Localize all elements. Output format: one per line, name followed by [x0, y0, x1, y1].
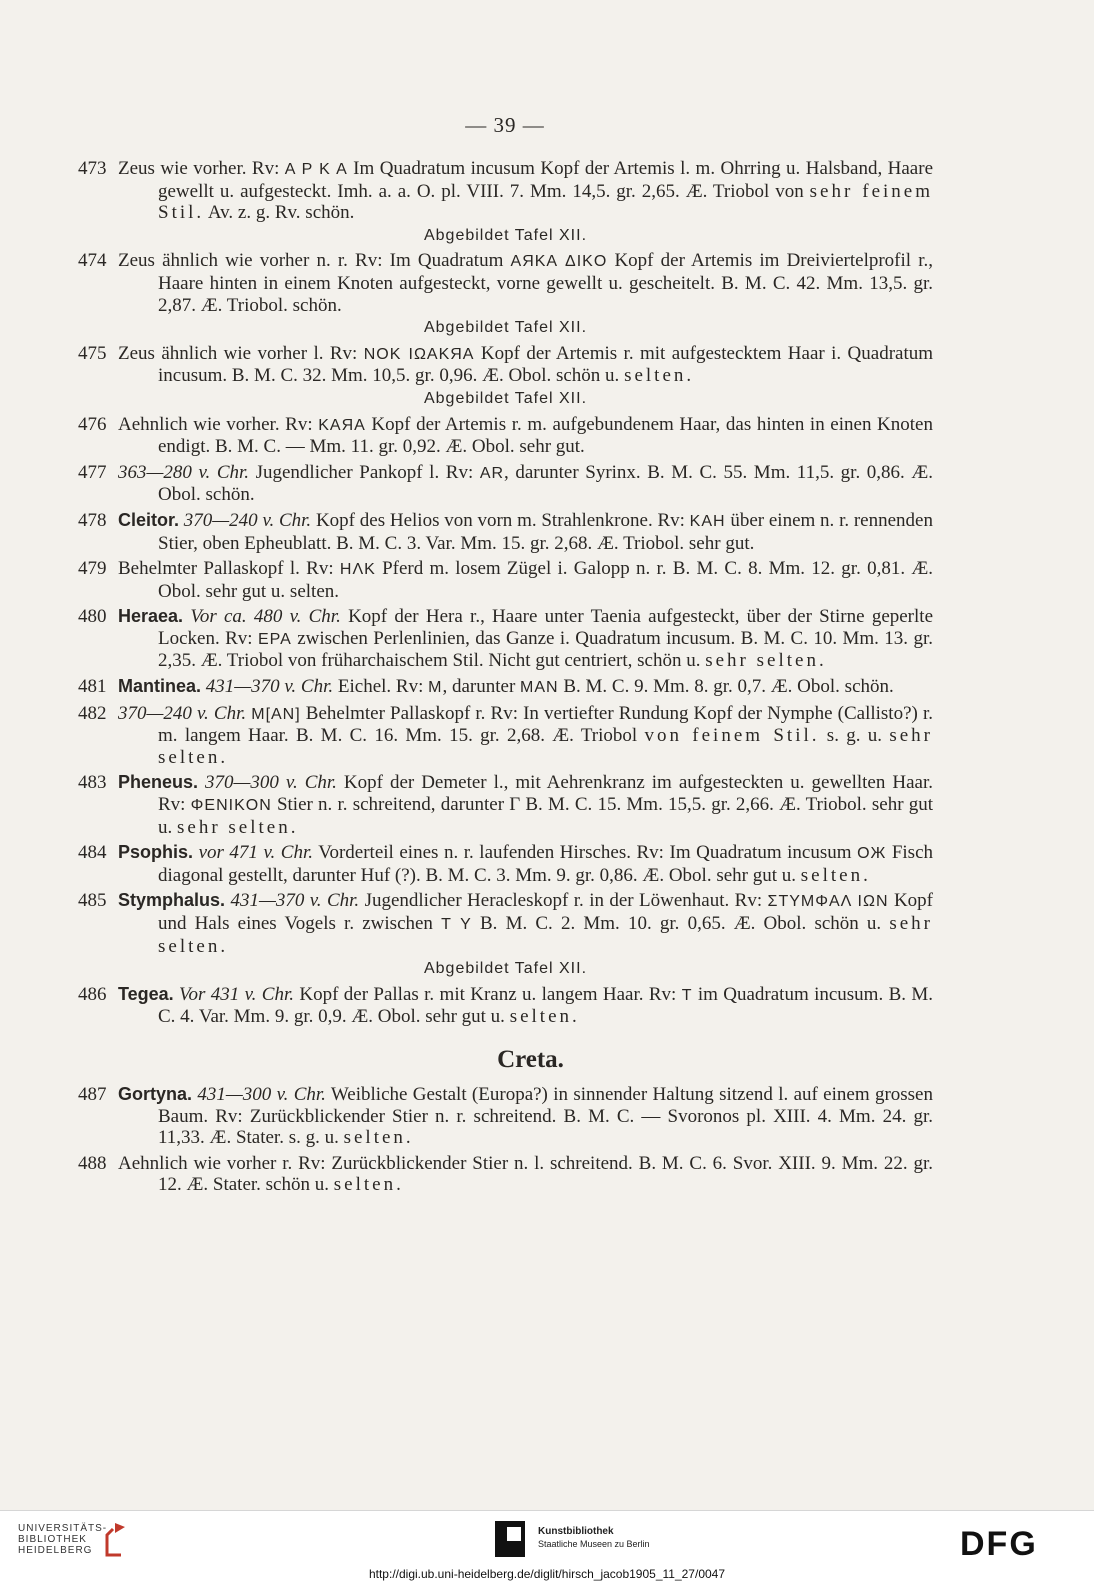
entry-text [118, 984, 933, 1028]
entry-number: 487 [78, 1083, 107, 1105]
kunstbibliothek-label[interactable] [538, 1525, 650, 1550]
entry-text-part: B. M. C. 9. Mm. 8. gr. 0,7. Æ. Obol. schön. [558, 676, 894, 698]
entry-text [118, 1084, 933, 1148]
entry-text-part: Kopf der Pallas r. mit Kranz u. langem Haar. Rv: [294, 983, 682, 1005]
plate-reference: Abgebildet Tafel XII. [423, 960, 588, 978]
entry-text-part: M[AN] [251, 705, 301, 723]
entry-text-part: 363—280 v. Chr. [118, 461, 250, 483]
entry-text-part: OЖ [857, 845, 887, 863]
entry-text-part: Kopf der Artemis im Dreiviertelprofil r., Haare hinten in einem Knoten aufgesteckt, vorne gewellt u. gescheitelt. B. M. C. 42. Mm. 13,5. gr. 2,87. Æ. Triobol. schön. [158, 250, 933, 316]
entry-text-part: Psophis. [118, 842, 194, 863]
catalog-entry [78, 606, 933, 672]
entry-text [118, 414, 933, 458]
entry-text-part: 431—300 v. Chr. [197, 1083, 326, 1105]
entry-text-part: sehr selten. [177, 816, 299, 838]
entry-number: 477 [78, 461, 107, 483]
entry-text-part [198, 772, 205, 793]
entry-text-part: über einem n. r. rennenden Stier, oben Epheublatt. B. M. C. 3. Var. Mm. 15. gr. 2,68. Æ. Triobol. sehr gut. [158, 509, 933, 554]
entry-text-part: Zeus ähnlich wie vorher l. Rv: [118, 342, 364, 364]
university-library-logo-icon[interactable] [95, 1519, 131, 1559]
entry-text-part: sehr selten. [158, 725, 933, 768]
catalog-entry [78, 343, 933, 410]
catalog-entry [78, 250, 933, 338]
entry-text-part: selten. [333, 1174, 404, 1196]
entry-text-part: , darunter [442, 676, 521, 698]
entry-number: 476 [78, 413, 107, 435]
entry-text-part: selten. [800, 864, 871, 886]
entry-text-part: selten. [343, 1127, 414, 1149]
entry-text-part: Tegea. [118, 983, 174, 1004]
entry-text [118, 703, 933, 768]
entry-text-part: Gortyna. [118, 1083, 193, 1104]
entry-text-part: Vorderteil eines n. r. laufenden Hirsches. Rv: Im Quadratum incusum [313, 842, 858, 864]
catalog-entry [78, 890, 933, 979]
page-number: — 39 — [465, 113, 545, 137]
entry-text-part: Mantinea. [118, 676, 202, 697]
catalog-entries [78, 158, 933, 1200]
entry-text-part: s. g. u. [819, 725, 890, 747]
entry-number: 482 [78, 702, 107, 724]
entry-text-part: Fisch diagonal gestellt, darunter Huf (?). B. M. C. 3. Mm. 9. gr. 0,86. Æ. Obol. sehr gut u. [158, 842, 934, 886]
catalog-entry [78, 676, 933, 699]
section-title: Creta. [497, 1045, 564, 1073]
entry-text-part: KAH [689, 512, 726, 530]
catalog-entry [78, 772, 933, 838]
entry-number: 486 [78, 983, 107, 1005]
entry-number: 488 [78, 1152, 107, 1174]
entry-text-part: Stier n. r. schreitend, darunter Γ B. M. C. 15. Mm. 15,5. gr. 2,66. Æ. Triobol. sehr gut u. [158, 794, 934, 838]
entry-text [118, 158, 933, 223]
entry-text-part: Kopf der Hera r., Haare unter Taenia aufgesteckt, über der Stirne geperlte Locken. Rv: [158, 606, 933, 649]
catalog-entry [78, 510, 933, 554]
ub-line-1: UNIVERSITÄTS- [18, 1523, 108, 1534]
entry-text-part: Aehnlich wie vorher. Rv: [118, 413, 319, 435]
kb-subtitle: Staatliche Museen zu Berlin [538, 1539, 650, 1549]
entry-text-part: 370—300 v. Chr. [205, 772, 337, 794]
kunstbibliothek-logo-icon[interactable] [495, 1521, 525, 1557]
entry-text-part: Jugendlicher Pankopf l. Rv: [249, 461, 480, 483]
plate-reference: Abgebildet Tafel XII. [423, 226, 588, 244]
entry-text-part: 431—370 v. Chr. [205, 676, 334, 698]
entry-text-part: MAN [520, 679, 559, 697]
entry-text-part: Kopf der Artemis r. mit aufgestecktem Haar i. Quadratum incusum. B. M. C. 32. Mm. 10,5. gr. 0,96. Æ. Obol. schön u. [158, 342, 934, 387]
entry-text-part: Behelmter Pallaskopf r. Rv: In vertiefter Rundung Kopf der Nymphe (Callisto?) r. m. langem Haar. B. M. C. 16. Mm. 15. gr. 2,68. Æ. Triobol [158, 702, 933, 747]
entry-text-part: AЯKA ΔIKO [510, 253, 608, 271]
plate-reference: Abgebildet Tafel XII. [423, 319, 588, 337]
entry-text-part: T [681, 986, 693, 1004]
entry-text-part: sehr selten. [705, 650, 827, 672]
entry-text [118, 1153, 933, 1196]
entry-text-part: selten. [624, 365, 695, 387]
entry-text-part: Jugendlicher Heracleskopf r. in der Löwenhaut. Rv: [359, 890, 768, 912]
entry-text-part: Behelmter Pallaskopf l. Rv: [118, 558, 340, 580]
entry-text [118, 558, 933, 602]
entry-text [118, 842, 933, 886]
entry-number: 483 [78, 772, 107, 794]
entry-text-part: Av. z. g. Rv. schön. [204, 202, 355, 224]
viewer-footer [0, 1510, 1094, 1587]
entry-text [118, 510, 933, 554]
entry-text-part: Pferd m. losem Zügel i. Galopp n. r. B. M. C. 8. Mm. 12. gr. 0,81. Æ. Obol. sehr gut u. selten. [158, 558, 934, 602]
entry-number: 478 [78, 509, 107, 531]
entry-text-part: selten. [509, 1006, 580, 1028]
ub-line-2: BIBLIOTHEK [18, 1534, 87, 1545]
entry-text-part: Vor ca. 480 v. Chr. [190, 606, 341, 628]
entry-text-part: vor 471 v. Chr. [198, 842, 313, 864]
entry-text-part: M [428, 679, 443, 697]
catalog-entry [78, 558, 933, 602]
dfg-logo[interactable]: DFG [960, 1525, 1038, 1563]
entry-text-part: NOK IΩAKЯA [363, 345, 475, 363]
entry-text [118, 676, 894, 697]
entry-text-part: Kopf der Demeter l., mit Aehrenkranz im aufgesteckten u. gewellten Haar. Rv: [158, 772, 933, 816]
entry-text-part: Aehnlich wie vorher r. Rv: Zurückblickender Stier n. l. schreitend. B. M. C. 6. Svor. XIII. 9. Mm. 22. gr. 12. Æ. Stater. schön u. [118, 1152, 933, 1196]
entry-number: 479 [78, 558, 107, 580]
entry-number: 481 [78, 676, 107, 698]
entry-text [118, 462, 933, 506]
entry-text [118, 772, 933, 837]
entry-text-part: 370—240 v. Chr. [183, 509, 312, 531]
catalog-entry [78, 414, 933, 458]
entry-text-part: sehr selten. [158, 913, 933, 957]
entry-text-part: Kopf und Hals eines Vogels r. zwischen [158, 890, 933, 934]
entry-text-part: KAЯA [318, 416, 366, 434]
entry-text-part: Stymphalus. [118, 890, 226, 911]
entry-text-part: Zeus ähnlich wie vorher n. r. Rv: Im Quadratum [118, 250, 511, 272]
entry-text-part: von feinem Stil. [644, 725, 820, 747]
entry-text-part: Kopf des Helios von vorn m. Strahlenkrone. Rv: [311, 509, 690, 531]
entry-text-part: A P K A [284, 161, 348, 178]
entry-text-part: Vor 431 v. Chr. [179, 983, 295, 1005]
entry-text-part: Eichel. Rv: [333, 676, 429, 698]
entry-text-part: EPA [257, 630, 292, 648]
entry-text-part: ΦENIKON [190, 797, 272, 815]
entry-text-part: 431—370 v. Chr. [230, 890, 360, 912]
permalink-url[interactable]: http://digi.ub.uni-heidelberg.de/diglit/hirsch_jacob1905_11_27/0047 [368, 1567, 726, 1581]
catalog-entry [78, 703, 933, 769]
entry-text-part: sehr feinem Stil. [158, 180, 934, 224]
entry-text [118, 606, 933, 671]
entry-text-part: , darunter Syrinx. B. M. C. 55. Mm. 11,5. gr. 0,86. Æ. Obol. schön. [158, 461, 933, 506]
entry-number: 474 [78, 250, 107, 272]
entry-number: 480 [78, 606, 107, 628]
entry-text [118, 343, 933, 387]
entry-text-part: AR [479, 464, 505, 482]
entry-text [118, 250, 933, 315]
entry-text-part: zwischen Perlenlinien, das Ganze i. Quadratum incusum. B. M. C. 10. Mm. 13. gr. 2,35. Æ. Triobol von früharchaischem Stil. Nicht gut centriert, schön u. [158, 627, 933, 672]
university-library-label[interactable] [18, 1523, 107, 1556]
catalog-entry [78, 842, 933, 886]
entry-number: 485 [78, 890, 107, 912]
entry-text-part: Kopf der Artemis r. m. aufgebundenem Haar, das hinten in einen Knoten endigt. B. M. C. — Mm. 11. gr. 0,92. Æ. Obol. sehr gut. [158, 413, 933, 458]
catalog-entry [78, 1153, 933, 1196]
ub-line-3: HEIDELBERG [18, 1545, 93, 1556]
entry-text-part: Cleitor. [118, 509, 180, 530]
kb-title: Kunstbibliothek [538, 1526, 614, 1537]
entry-text-part: T Y [441, 916, 472, 933]
entry-text-part: B. M. C. 2. Mm. 10. gr. 0,65. Æ. Obol. schön u. [471, 913, 890, 934]
entry-text-part: Pheneus. [118, 772, 199, 793]
entry-text-part: Im Quadratum incusum Kopf der Artemis l. m. Ohrring u. Halsband, Haare gewellt u. aufgesteckt. Imh. a. a. O. pl. VIII. 7. Mm. 14,5. gr. 2,65. Æ. Triobol von [158, 158, 933, 202]
entry-text-part: ΣTYMΦAΛ IΩN [767, 893, 889, 911]
entry-number: 475 [78, 342, 107, 364]
plate-reference: Abgebildet Tafel XII. [423, 389, 588, 407]
entry-text-part: HΛK [339, 561, 376, 579]
entry-text-part: Weibliche Gestalt (Europa?) in sinnender Haltung sitzend l. auf einem grossen Baum. Rv: Zurückblickender Stier n. r. schreitend. B. M. C. — Svoronos pl. XIII. 4. Mm. 24. gr. 11,33. Æ. Stater. s. g. u. [158, 1083, 933, 1149]
catalog-entry [78, 158, 933, 246]
entry-number: 484 [78, 842, 107, 864]
entry-text-part: 370—240 v. Chr. [118, 702, 247, 724]
entry-text-part: Heraea. [118, 606, 184, 627]
entry-text [118, 890, 933, 956]
catalog-entry [78, 984, 933, 1028]
entry-text-part: im Quadratum incusum. B. M. C. 4. Var. Mm. 9. gr. 0,9. Æ. Obol. sehr gut u. [158, 983, 933, 1028]
entry-number: 473 [78, 158, 107, 179]
entry-text-part: Zeus wie vorher. Rv: [118, 158, 285, 179]
catalog-entry [78, 1084, 933, 1149]
catalog-entry [78, 462, 933, 506]
